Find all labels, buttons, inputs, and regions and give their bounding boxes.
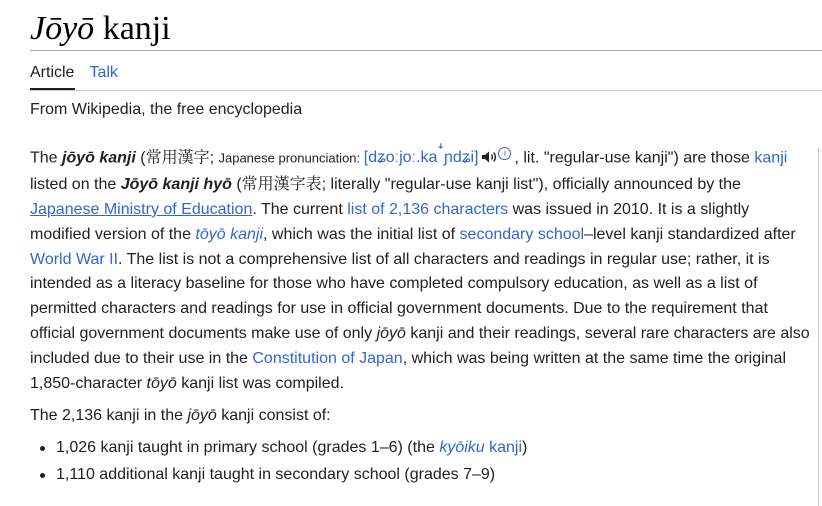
text: The 2,136 kanji in the bbox=[30, 407, 188, 424]
content-edge-divider bbox=[818, 148, 819, 506]
link-kyoiku-kanji[interactable]: kanji bbox=[484, 439, 523, 456]
text: ) bbox=[522, 439, 528, 456]
list-intro bbox=[30, 406, 331, 426]
text: was issued in 2010. It is a slightly modified version of the bbox=[30, 200, 750, 243]
text: (常用漢字表; literally "regular-use kanji list"), officially announced by the bbox=[231, 176, 741, 194]
text: , which was being written at the same time the original 1,850-character bbox=[30, 349, 786, 392]
text: The bbox=[30, 149, 63, 167]
text: 1,110 additional kanji taught in secondary school (grades 7–9) bbox=[56, 466, 496, 483]
page-tabs bbox=[30, 63, 118, 83]
tab-talk[interactable]: Talk bbox=[89, 64, 118, 81]
term-joyo-kanji-hyo: Jōyō kanji hyō bbox=[120, 176, 232, 194]
ipa-accent: ꜜ bbox=[437, 144, 445, 159]
list-item bbox=[30, 438, 527, 465]
page-title bbox=[30, 8, 171, 50]
term-joyo-kanji: jōyō kanji bbox=[62, 149, 136, 167]
link-kanji[interactable]: kanji bbox=[754, 149, 788, 167]
link-kyoiku-kanji-italic[interactable]: kyōiku bbox=[439, 439, 485, 456]
title-divider bbox=[30, 50, 822, 51]
term-joyo: jōyō bbox=[376, 324, 406, 342]
text: , lit. "regular-use kanji") are those bbox=[514, 149, 755, 167]
link-secondary-school[interactable]: secondary school bbox=[459, 225, 585, 243]
site-tagline: From Wikipedia, the free encyclopedia bbox=[30, 101, 303, 118]
text: kanji and their readings, several rare characters are also included due to their use in the bbox=[30, 324, 810, 367]
text: listed on the bbox=[30, 176, 121, 194]
lead-paragraph bbox=[30, 140, 810, 396]
speaker-icon[interactable] bbox=[481, 148, 498, 173]
link-list-of-characters[interactable]: list of 2,136 characters bbox=[347, 200, 509, 218]
text: (常用漢字; bbox=[135, 149, 219, 167]
page-title-rest: kanji bbox=[102, 10, 171, 47]
text: kanji list was compiled. bbox=[176, 374, 344, 392]
link-world-war-ii[interactable]: World War II bbox=[30, 250, 119, 268]
tab-article[interactable]: Article bbox=[30, 64, 75, 81]
text: 1,026 kanji taught in primary school (grades 1–6) (the bbox=[56, 439, 440, 456]
text: . The list is not a comprehensive list of all characters and readings in regular use; rather, it is intended as a literacy baseline for those who have completed compulsory education, as well as a list of permitted characters and readings for use in official government documents. Due to the requirement that official government documents make use of only bbox=[30, 250, 770, 342]
tabs-divider bbox=[30, 90, 822, 91]
link-ministry-of-education[interactable]: Japanese Ministry of Education bbox=[30, 200, 253, 218]
ipa-link[interactable] bbox=[363, 144, 479, 167]
info-icon[interactable]: i bbox=[498, 147, 511, 160]
ipa-part: ɲdʑi] bbox=[444, 149, 479, 167]
pronunciation-label: Japanese pronunciation: bbox=[218, 150, 364, 166]
text: –level kanji standardized after bbox=[584, 225, 796, 243]
kanji-composition-list bbox=[30, 438, 527, 492]
term-toyo: tōyō bbox=[146, 374, 177, 392]
ipa-part: [dʑoːjoː.ka bbox=[363, 149, 438, 167]
text: , which was the initial list of bbox=[263, 225, 460, 243]
list-item bbox=[30, 465, 527, 492]
text: kanji consist of: bbox=[216, 407, 331, 424]
page-title-italic: Jōyō bbox=[30, 10, 95, 47]
text: . The current bbox=[252, 200, 348, 218]
article-body bbox=[30, 140, 810, 396]
link-toyo-kanji[interactable]: tōyō kanji bbox=[195, 225, 264, 243]
term-joyo: jōyō bbox=[187, 407, 217, 424]
link-constitution-of-japan[interactable]: Constitution of Japan bbox=[252, 349, 403, 367]
